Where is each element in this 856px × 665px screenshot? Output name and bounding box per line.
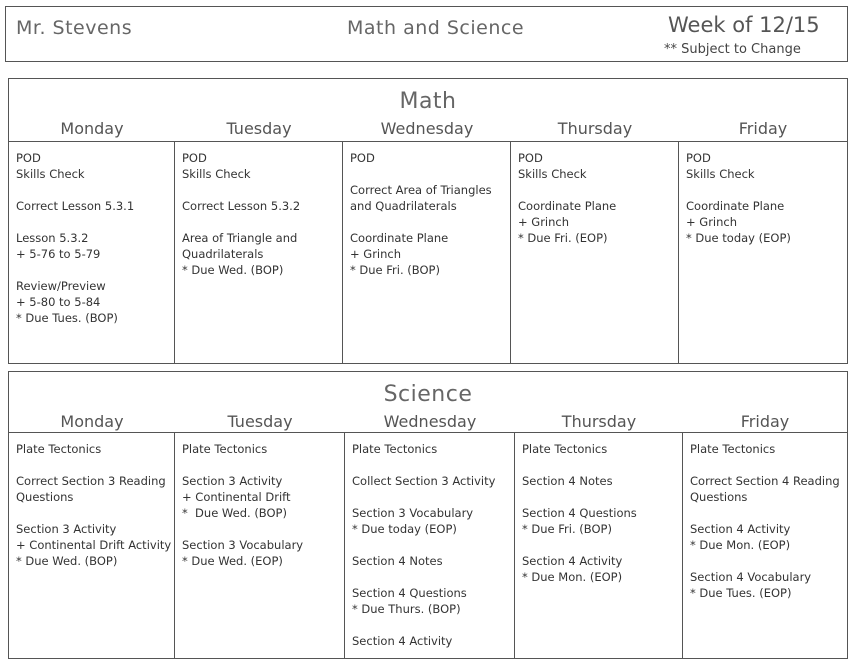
assignment-line: Plate Tectonics	[182, 442, 268, 456]
assignment-line: * Due Wed. (BOP)	[16, 554, 118, 568]
assignment-line: Plate Tectonics	[690, 442, 776, 456]
science-col-tuesday	[175, 433, 345, 658]
page-title: Math and Science	[347, 17, 525, 39]
teacher-name: Mr. Stevens	[16, 17, 133, 39]
assignment-line: POD	[16, 151, 41, 165]
assignment-line: Section 3 Activity	[182, 474, 283, 488]
math-col-friday	[679, 142, 847, 363]
spacer	[16, 262, 167, 278]
assignment-line: Section 4 Questions	[522, 506, 637, 520]
assignment-line: + Grinch	[518, 215, 570, 229]
assignment-line: Questions	[16, 490, 74, 504]
assignment-line: * Due Tues. (BOP)	[16, 311, 118, 325]
assignment-line: Questions	[690, 490, 748, 504]
assignment-line: Section 4 Activity	[522, 554, 623, 568]
assignment-line: Quadrilaterals	[182, 247, 264, 261]
assignment-line: * Due Mon. (EOP)	[522, 570, 623, 584]
assignment-line: * Due Fri. (EOP)	[518, 231, 608, 245]
science-day-thursday: Thursday	[561, 412, 637, 431]
science-day-wednesday: Wednesday	[383, 412, 477, 431]
science-columns	[9, 432, 847, 658]
assignment-line: * Due Fri. (BOP)	[350, 263, 440, 277]
assignment-line: Correct Lesson 5.3.1	[16, 199, 135, 213]
science-col-friday	[683, 433, 847, 658]
assignment-line: * Due Tues. (EOP)	[690, 586, 792, 600]
assignment-line: * Due Wed. (EOP)	[182, 554, 283, 568]
spacer	[352, 457, 507, 473]
spacer	[690, 457, 840, 473]
spacer	[352, 569, 507, 585]
spacer	[522, 537, 675, 553]
assignment-line: Section 3 Vocabulary	[182, 538, 304, 552]
assignment-line: Correct Section 4 Reading	[690, 474, 840, 488]
subject-to-change-note: ** Subject to Change	[664, 42, 801, 57]
spacer	[690, 505, 840, 521]
assignment-line: + Grinch	[686, 215, 738, 229]
assignment-line: + Continental Drift Activity	[16, 538, 172, 552]
science-day-friday: Friday	[740, 412, 790, 431]
assignment-line: Plate Tectonics	[522, 442, 608, 456]
assignment-line: POD	[182, 151, 207, 165]
spacer	[522, 457, 675, 473]
assignment-line: Coordinate Plane	[686, 199, 785, 213]
spacer	[350, 166, 503, 182]
assignment-line: Coordinate Plane	[350, 231, 449, 245]
assignment-line: Correct Area of Triangles	[350, 183, 492, 197]
assignment-line: POD	[518, 151, 543, 165]
spacer	[522, 489, 675, 505]
spacer	[16, 457, 167, 473]
assignment-line: Section 4 Activity	[352, 634, 453, 648]
math-day-thursday: Thursday	[557, 119, 633, 138]
assignment-line: * Due Wed. (BOP)	[182, 263, 284, 277]
assignment-line: + 5-76 to 5-79	[16, 247, 101, 261]
assignment-line: + 5-80 to 5-84	[16, 295, 101, 309]
assignment-line: Collect Section 3 Activity	[352, 474, 496, 488]
spacer	[16, 505, 167, 521]
assignment-line: Section 4 Activity	[690, 522, 791, 536]
assignment-line: * Due Mon. (EOP)	[690, 538, 791, 552]
assignment-line: Plate Tectonics	[16, 442, 102, 456]
spacer	[182, 214, 335, 230]
math-col-thursday	[511, 142, 679, 363]
spacer	[690, 553, 840, 569]
assignment-line: Review/Preview	[16, 279, 106, 293]
spacer	[352, 489, 507, 505]
assignment-line: + Grinch	[350, 247, 402, 261]
page-header	[5, 6, 848, 62]
assignment-line: Section 4 Vocabulary	[690, 570, 812, 584]
assignment-line: Skills Check	[518, 167, 587, 181]
science-section-title: Science	[383, 382, 473, 407]
assignment-line: Section 4 Notes	[522, 474, 613, 488]
science-col-monday	[9, 433, 175, 658]
math-day-tuesday: Tuesday	[226, 119, 292, 138]
math-day-headers	[9, 119, 847, 143]
math-day-wednesday: Wednesday	[380, 119, 474, 138]
assignment-line: Skills Check	[16, 167, 85, 181]
math-day-monday: Monday	[60, 119, 124, 138]
spacer	[350, 214, 503, 230]
assignment-line: * Due today (EOP)	[686, 231, 791, 245]
spacer	[352, 537, 507, 553]
science-col-thursday	[515, 433, 683, 658]
assignment-line: Area of Triangle and	[182, 231, 298, 245]
assignment-line: and Quadrilaterals	[350, 199, 457, 213]
spacer	[182, 457, 337, 473]
assignment-line: Section 3 Activity	[16, 522, 117, 536]
assignment-line: + Continental Drift	[182, 490, 291, 504]
math-section	[8, 78, 848, 364]
assignment-line: Correct Lesson 5.3.2	[182, 199, 301, 213]
spacer	[16, 182, 167, 198]
assignment-line: POD	[686, 151, 711, 165]
spacer	[518, 182, 671, 198]
assignment-line: * Due Thurs. (BOP)	[352, 602, 461, 616]
assignment-line: POD	[350, 151, 375, 165]
assignment-line: Coordinate Plane	[518, 199, 617, 213]
science-day-tuesday: Tuesday	[227, 412, 293, 431]
assignment-line: * Due today (EOP)	[352, 522, 457, 536]
assignment-line: * Due Wed. (BOP)	[182, 506, 287, 520]
assignment-line: * Due Fri. (BOP)	[522, 522, 612, 536]
assignment-line: Section 4 Questions	[352, 586, 467, 600]
assignment-line: Plate Tectonics	[352, 442, 438, 456]
math-col-wednesday	[343, 142, 511, 363]
assignment-line: Lesson 5.3.2	[16, 231, 89, 245]
math-day-friday: Friday	[738, 119, 788, 138]
assignment-line: Section 3 Vocabulary	[352, 506, 474, 520]
assignment-line: Skills Check	[686, 167, 755, 181]
science-section	[8, 371, 848, 659]
week-label: Week of 12/15	[668, 13, 820, 37]
spacer	[352, 617, 507, 633]
math-col-tuesday	[175, 142, 343, 363]
spacer	[686, 182, 840, 198]
assignment-line: Skills Check	[182, 167, 251, 181]
math-section-title: Math	[399, 89, 457, 114]
assignment-line: Section 4 Notes	[352, 554, 443, 568]
math-columns	[9, 141, 847, 363]
science-col-wednesday	[345, 433, 515, 658]
spacer	[182, 521, 337, 537]
science-day-monday: Monday	[60, 412, 124, 431]
math-col-monday	[9, 142, 175, 363]
spacer	[16, 214, 167, 230]
spacer	[182, 182, 335, 198]
assignment-line: Correct Section 3 Reading	[16, 474, 166, 488]
